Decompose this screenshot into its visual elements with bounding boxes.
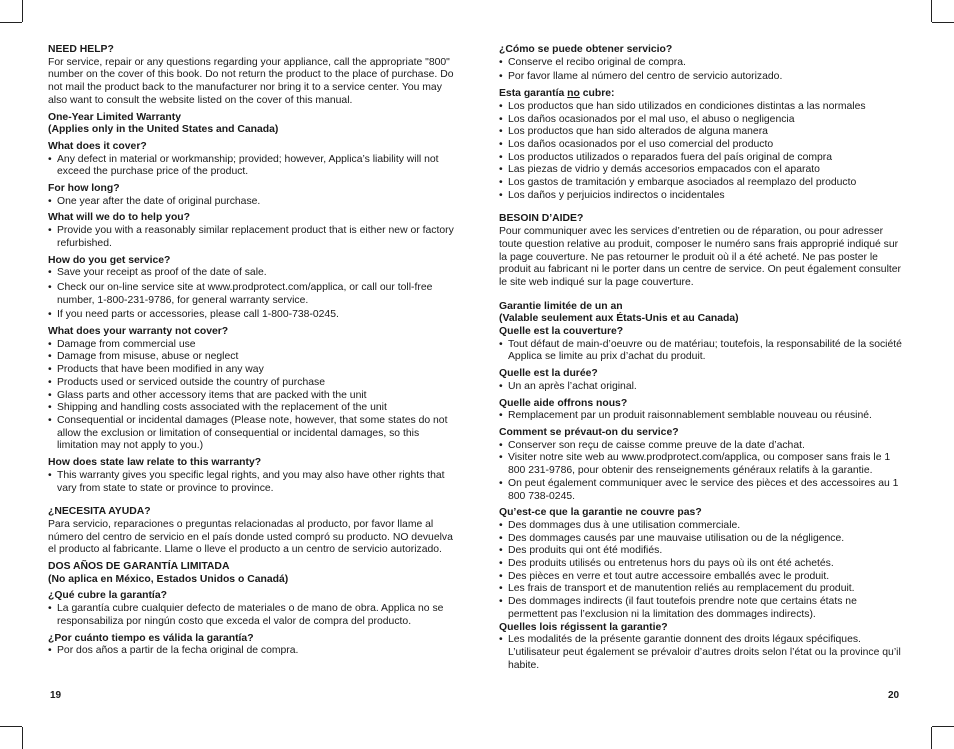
es-help-paragraph: Para servicio, reparaciones o preguntas relacionadas al producto, por favor llame al número del centro de servicio en el país donde usted compró su producto. NO devuelva el producto al fabricante. Llame o lleve el producto a un centro de servicio autorizado. [48,518,453,556]
fr-service-question: Comment se prévaut-on du service? [499,426,679,438]
list-item: • On peut également communiquer avec le service des pièces et des accessoires au 1 800 738-0245. [499,478,902,503]
list-item: • Des dommages dus à une utilisation commerciale. [499,520,902,533]
fr-not-cover-question: Qu’est-ce que la garantie ne couvre pas? [499,507,702,519]
list-item: • Consequential or incidental damages (Please note, however, that some states do not allow the exclusion or limitation of consequential or incidental damages, so this limitation may not apply to you.) [48,415,456,453]
how-long-question: For how long? [48,183,120,195]
crop-mark-top-left [0,22,22,23]
list-item: • Conserver son reçu de caisse comme preuve de la date d’achat. [499,440,902,453]
fr-warranty-subheading: (Valable seulement aux États-Unis et au Canada) [499,313,739,325]
es-not-cover-heading [499,88,902,101]
es-service-question: ¿Cómo se puede obtener servicio? [499,44,673,55]
list-item: • Damage from commercial use [48,339,456,352]
es-not-cover-no: no [567,88,580,100]
list-item: • Any defect in material or workmanship; provided; however, Applica’s liability will not exceed the purchase price of the product. [48,154,456,179]
page-number-right: 20 [888,690,900,701]
crop-mark-top-left [22,0,23,22]
list-item: • Los productos que han sido utilizados en condiciones distintas a las normales [499,101,902,114]
state-law-list [48,470,456,495]
cover-question: What does it cover? [48,140,147,152]
list-item: • La garantía cubre cualquier defecto de materiales o de mano de obra. Applica no se responsabiliza por ningún costo que exceda el valor de compra del producto. [48,603,456,628]
cover-list [48,154,456,179]
list-item: • Un an après l’achat original. [499,381,902,394]
list-item: • This warranty gives you specific legal rights, and you may also have other rights that vary from state to state or province to province. [48,470,456,495]
right-page-column [499,44,902,672]
list-item: • Products that have been modified in any way [48,364,456,377]
crop-mark-bottom-left [22,727,23,749]
list-item: • Los productos que han sido alterados de alguna manera [499,126,902,139]
warranty-subheading: (Applies only in the United States and Canada) [48,124,279,136]
service-list [48,267,456,322]
list-item: • Los productos utilizados o reparados fuera del país original de compra [499,152,902,165]
left-page-column [48,44,456,658]
list-item: • Los daños ocasionados por el mal uso, el abuso o negligencia [499,114,902,127]
fr-help-list [499,410,902,423]
list-item: • Los daños ocasionados por el uso comercial del producto [499,139,902,152]
list-item: • Por dos años a partir de la fecha original de compra. [48,645,456,658]
crop-mark-bottom-right [932,726,954,727]
list-item: • Les frais de transport et de manutention reliés au remplacement du produit. [499,583,902,596]
need-help-paragraph: For service, repair or any questions regarding your appliance, call the appropriate "800" number on the cover of this book. Do not return the product to the place of purchase. Do not mail the product back to the manufacturer nor bring it to a service center. You may also want to consult the website listed on the cover of this manual. [48,56,454,106]
list-item: • Damage from misuse, abuse or neglect [48,351,456,364]
fr-law-question: Quelles lois régissent la garantie? [499,621,668,633]
fr-how-long-list [499,381,902,394]
es-not-cover-post: cubre: [579,88,615,100]
help-list [48,225,456,250]
fr-help-question: Quelle aide offrons nous? [499,397,628,409]
es-warranty-subheading: (No aplica en México, Estados Unidos o Canadá) [48,573,289,585]
es-service-list [499,57,902,84]
list-item: • Shipping and handling costs associated with the replacement of the unit [48,402,456,415]
list-item: • Provide you with a reasonably similar replacement product that is either new or factory refurbished. [48,225,456,250]
list-item: • Des dommages causés par une mauvaise utilisation ou de la négligence. [499,533,902,546]
list-item: • Save your receipt as proof of the date of sale. [48,267,456,280]
es-not-cover-pre: Esta garantía [499,88,568,100]
fr-not-cover-list [499,520,902,622]
es-not-cover-list [499,101,902,203]
list-item: • Tout défaut de main-d’oeuvre ou de matériau; toutefois, la responsabilité de la société Applica se limite au prix d’achat du produit. [499,339,902,364]
list-item: • Remplacement par un produit raisonnablement semblable nouveau ou réusiné. [499,410,902,423]
list-item: • Por favor llame al número del centro de servicio autorizado. [499,71,902,84]
list-item: • Glass parts and other accessory items that are packed with the unit [48,390,456,403]
es-cover-question: ¿Qué cubre la garantía? [48,590,167,602]
list-item: • Les modalités de la présente garantie donnent des droits légaux spécifiques. L’utilisateur peut également se prévaloir d’autres droits selon l’état ou la province qu’il habite. [499,634,902,672]
fr-warranty-heading: Garantie limitée de un an [499,300,623,312]
fr-how-long-question: Quelle est la durée? [499,368,598,380]
list-item: • Des produits utilisés ou entretenus hors du pays où ils ont été achetés. [499,558,902,571]
list-item: • Las piezas de vidrio y demás accesorios empacados con el aparato [499,164,902,177]
fr-cover-question: Quelle est la couverture? [499,326,624,338]
list-item: • Des pièces en verre et tout autre accessoire emballés avec le produit. [499,571,902,584]
list-item: • Check our on-line service site at www.prodprotect.com/applica, or call our toll-free number, 1-800-231-9786, for general warranty service. [48,282,456,307]
fr-help-heading: BESOIN D’AIDE? [499,213,584,225]
list-item: • Visiter notre site web au www.prodprotect.com/applica, ou composer sans frais le 1 800 231-9786, pour obtenir des renseignements généraux relatifs à la garantie. [499,452,902,477]
page-number-left: 19 [50,690,62,701]
crop-mark-top-right [931,0,932,22]
crop-mark-bottom-right [931,727,932,749]
crop-mark-bottom-left [0,726,22,727]
fr-help-paragraph: Pour communiquer avec les services d’entretien ou de réparation, ou pour adresser toute question relative au produit, composer le numéro sans frais approprié indiqué sur la page couverture. Ne pas retourner le produit où il a été acheté. Ne pas poster le produit au fabricant ni le porter dans un centre de service. On peut également consulter le site web indiqué sur la page couverture. [499,226,902,288]
list-item: • Products used or serviced outside the country of purchase [48,377,456,390]
fr-law-list [499,634,902,672]
crop-mark-top-right [932,22,954,23]
not-cover-list [48,339,456,453]
fr-service-list [499,440,902,504]
warranty-heading: One-Year Limited Warranty [48,111,181,123]
not-cover-question: What does your warranty not cover? [48,326,229,338]
es-how-long-question: ¿Por cuánto tiempo es válida la garantía? [48,632,254,644]
list-item: • One year after the date of original purchase. [48,196,456,209]
help-question: What will we do to help you? [48,212,190,224]
fr-cover-list [499,339,902,364]
service-question: How do you get service? [48,254,171,266]
list-item: • If you need parts or accessories, please call 1-800-738-0245. [48,309,456,322]
how-long-list [48,196,456,209]
state-law-question: How does state law relate to this warranty? [48,457,262,469]
list-item: • Los daños y perjuicios indirectos o incidentales [499,190,902,203]
es-how-long-list [48,645,456,658]
list-item: • Los gastos de tramitación y embarque asociados al reemplazo del producto [499,177,902,190]
list-item: • Conserve el recibo original de compra. [499,57,902,70]
list-item: • Des dommages indirects (il faut toutefois prendre note que certains états ne permettent pas l’exclusion ni la limitation des dommages indirects). [499,596,902,621]
es-cover-list [48,603,456,628]
es-help-heading: ¿NECESITA AYUDA? [48,506,151,518]
list-item: • Des produits qui ont été modifiés. [499,545,902,558]
es-warranty-heading: DOS AÑOS DE GARANTÍA LIMITADA [48,561,230,573]
need-help-heading: NEED HELP? [48,44,114,55]
